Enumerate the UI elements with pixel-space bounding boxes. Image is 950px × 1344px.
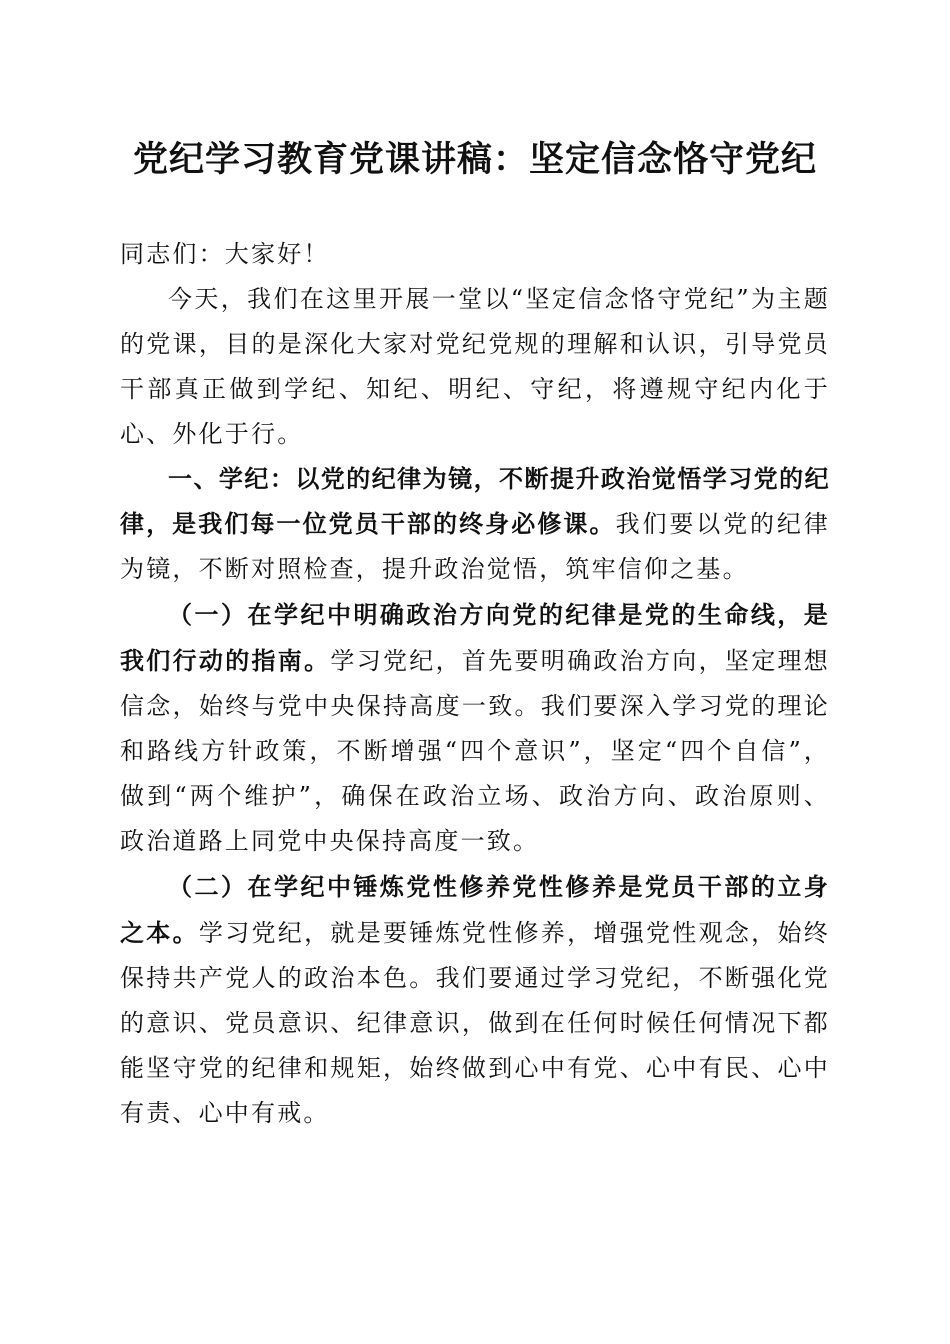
intro-paragraph: 今天，我们在这里开展一堂以“坚定信念恪守党纪”为主题的党课，目的是深化大家对党纪党规的理解和认识，引导党员干部真正做到学纪、知纪、明纪、守纪，将遵规守纪内化于心、外化于行。 — [120, 285, 830, 448]
section-1-heading: 一、学纪：以党的纪律为镜，不断提升政治觉悟学习党的纪律，是我们每一位党员干部的终身必修课。 — [120, 465, 830, 538]
section-1-paragraph — [120, 457, 830, 592]
greeting-line: 同志们：大家好！ — [120, 240, 330, 268]
subsection-2-text: 学习党纪，就是要锤炼党性修养，增强党性观念，始终保持共产党人的政治本色。我们要通过学习党纪，不断强化党的意识、党员意识、纪律意识，做到在任何时候任何情况下都能坚守党的纪律和规矩，始终做到心中有党、心中有民、心中有责、心中有戒。 — [120, 919, 830, 1127]
document-body — [120, 232, 830, 1136]
subsection-1-text: 学习党纪，首先要明确政治方向，坚定理想信念，始终与党中央保持高度一致。我们要深入学习党的理论和路线方针政策，不断增强“四个意识”，坚定“四个自信”，做到“两个维护”，确保在政治立场、政治方向、政治原则、政治道路上同党中央保持高度一致。 — [120, 647, 830, 855]
page-title: 党纪学习教育党课讲稿：坚定信念恪守党纪 — [132, 140, 817, 180]
section-1-text: 我们要以党的纪律为镜，不断对照检查，提升政治觉悟，筑牢信仰之基。 — [120, 510, 830, 583]
subsection-1-paragraph — [120, 592, 830, 864]
subsection-2-paragraph — [120, 864, 830, 1136]
subsection-2-heading: （二）在学纪中锤炼党性修养党性修养是党员干部的立身之本。 — [120, 872, 830, 947]
subsection-1-heading: （一）在学纪中明确政治方向党的纪律是党的生命线，是我们行动的指南。 — [120, 600, 830, 675]
